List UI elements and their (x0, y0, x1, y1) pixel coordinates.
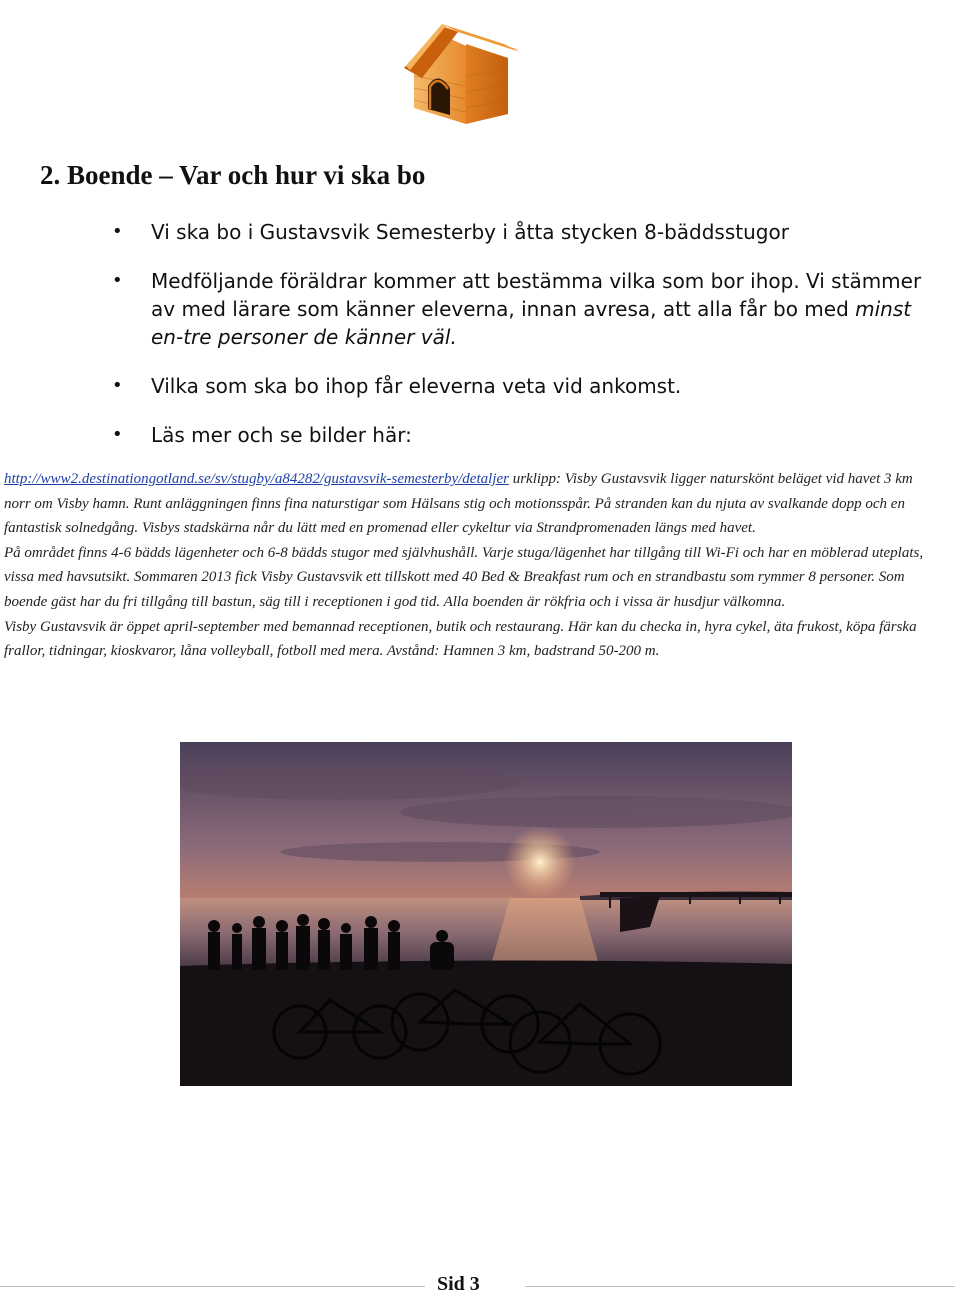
bullet-item (112, 267, 922, 351)
section-heading: 2. Boende – Var och hur vi ska bo (40, 160, 426, 190)
bullet-text-emphasis: minst en-tre personer de känner väl. (151, 297, 912, 349)
bullet-item (112, 218, 922, 246)
body-paragraph (4, 467, 934, 541)
bullet-icon: • (112, 375, 123, 396)
doghouse-icon (400, 6, 530, 126)
bullet-text: Vi ska bo i Gustavsvik Semesterby i åtta stycken 8-bäddsstugor (151, 220, 789, 244)
body-paragraph: På området finns 4-6 bädds lägenheter och 6-8 bädds stugor med självhushåll. Varje stuga/lägenhet har tillgång till Wi-Fi och har en möblerad uteplats, vissa med havsutsikt. Sommaren 2013 fick Visby Gustavsvik ett tillskott med 40 Bed & Breakfast rum och en strandbastu som rymmer 8 personer. Som boende gäst har du fri tillgång till bastun, säg till i receptionen i god tid. Alla boenden är rökfria och i vissa är husdjur välkomna. (4, 544, 924, 610)
bullet-item (112, 421, 922, 449)
bullet-icon: • (112, 270, 123, 291)
bullet-text (151, 267, 922, 351)
sunset-beach-photo (180, 742, 792, 1086)
body-paragraph: Visby Gustavsvik är öppet april-september med bemannad receptionen, butik och restaurang. Här kan du checka in, hyra cykel, äta frukost, köpa färska frallor, tidningar, kioskvaror, låna volleyball, fotboll med mera. Avstånd: Hamnen 3 km, badstrand 50-200 m. (4, 618, 917, 660)
footer-divider-left (0, 1286, 425, 1287)
body-text (4, 467, 934, 664)
source-link[interactable]: http://www2.destinationgotland.se/sv/stugby/a84282/gustavsvik-semesterby/detaljer (4, 471, 509, 487)
bullet-icon: • (112, 221, 123, 242)
bullet-text-plain: Medföljande föräldrar kommer att bestämma vilka som bor ihop. Vi stämmer av med lärare som känner eleverna, innan avresa, att alla får bo med (151, 269, 922, 321)
excerpt-text: urklipp: Visby Gustavsvik ligger naturskönt beläget vid havet 3 km norr om Visby hamn. Runt anläggningen finns fina naturstigar som Hälsans stig och motionsspår. På stranden kan du njuta av svalkande dopp och en fantastisk solnedgång. Visbys stadskärna når du lätt med en promenad eller cykeltur via Strandpromenaden längs med havet. (4, 471, 913, 537)
bullet-text: Vilka som ska bo ihop får eleverna veta vid ankomst. (151, 374, 682, 398)
bullet-item (112, 372, 922, 400)
bullet-text: Läs mer och se bilder här: (151, 423, 412, 447)
page-number: Sid 3 (437, 1273, 480, 1295)
footer-divider-right (525, 1286, 955, 1287)
bullet-icon: • (112, 424, 123, 445)
